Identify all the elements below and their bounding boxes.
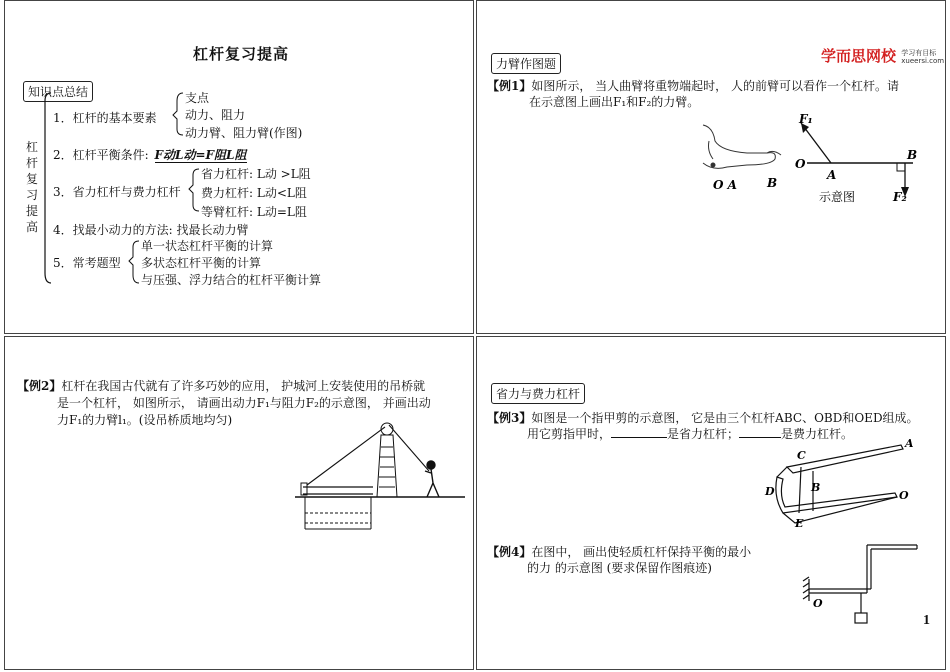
label-c: C [797, 449, 806, 462]
example-label: 【例3】 [487, 411, 532, 425]
brand-name: 学而思网校 [821, 47, 897, 65]
section-tag: 力臂作图题 [491, 53, 561, 74]
item-label: 2．杠杆平衡条件: [53, 148, 149, 162]
sub-item: 多状态杠杆平衡的计算 [141, 256, 262, 270]
label-o: O [795, 157, 806, 171]
arm-sketch [703, 125, 781, 168]
text-part: 是省力杠杆； [667, 427, 740, 441]
balance-formula: F动L动=F阻L阻 [154, 148, 247, 162]
item-balance-condition [53, 146, 247, 163]
example-line: 在图中， 画出使轻质杠杆保持平衡的最小 [531, 545, 752, 559]
item-basic-elements: 1．杠杆的基本要素 [53, 111, 157, 125]
sub-item: 单一状态杠杆平衡的计算 [141, 239, 274, 253]
section-tag: 知识点总结 [23, 81, 93, 102]
item-question-types: 5．常考题型 [53, 256, 121, 270]
example-label: 【例1】 [487, 79, 532, 93]
sub-item: 与压强、浮力结合的杠杆平衡计算 [141, 273, 322, 287]
slide-drawbridge [4, 336, 474, 670]
vertical-label: 杠杆复习提高 [25, 140, 38, 234]
label-b: B [811, 481, 821, 494]
sub-item: 支点 [185, 91, 210, 105]
item-min-force: 4．找最小动力的方法: 找最长动力臂 [53, 223, 249, 237]
label-a: A [827, 168, 837, 182]
slide-title: 杠杆复习提高 [193, 45, 290, 63]
text-part: 用它剪指甲时， [527, 427, 612, 441]
bent-lever-diagram [477, 337, 946, 670]
label-b-arm: B [767, 176, 778, 190]
label-o: O [899, 489, 909, 502]
sub-item: 省力杠杆: L动 >L阻 [201, 167, 311, 181]
item-lever-types: 3．省力杠杆与费力杠杆 [53, 185, 181, 199]
person [425, 461, 439, 497]
slide-lever-arm-drawing [476, 0, 946, 334]
example-line: 如图所示， 当人曲臂将重物端起时， 人的前臂可以看作一个杠杆。请 [531, 79, 899, 93]
example-line: 如图是一个指甲剪的示意图， 它是由三个杠杆ABC、OBD和OED组成。 [531, 411, 919, 425]
label-oa: O A [713, 178, 737, 192]
example-label: 【例2】 [17, 379, 62, 393]
sub-item: 等臂杠杆: L动=L阻 [201, 205, 307, 219]
sub-item: 费力杠杆: L动<L阻 [201, 186, 307, 200]
example-4-line2: 的力 的示意图 (要求保留作图痕迹) [527, 561, 712, 575]
label-e: E [795, 517, 804, 530]
example-1-line2: 在示意图上画出F₁和F₂的力臂。 [529, 95, 700, 109]
label-f2: F₂ [893, 190, 907, 204]
forearm-diagram [477, 1, 946, 334]
slide-knowledge-summary [4, 0, 474, 334]
label-o: O [813, 597, 823, 610]
label-a: A [905, 437, 914, 450]
slide-force-saving-levers [476, 336, 946, 670]
diagram-caption: 示意图 [819, 190, 856, 204]
example-2-line3: 力F₁的力臂l₁。(设吊桥质地均匀) [57, 413, 233, 427]
label-f1: F₁ [799, 112, 813, 126]
example-line: 杠杆在我国古代就有了许多巧妙的应用， 护城河上安装使用的吊桥就 [61, 379, 426, 393]
section-tag: 省力与费力杠杆 [491, 383, 585, 404]
label-d: D [765, 485, 775, 498]
page-number: 1 [923, 613, 930, 628]
lever-schematic [801, 123, 913, 197]
tower [377, 423, 397, 497]
brand-tagline: 学习有目标 xueersi.com [901, 48, 945, 65]
text-part: 是费力杠杆。 [781, 427, 854, 441]
sub-item: 动力、阻力 [185, 108, 246, 122]
example-2-line2: 是一个杠杆， 如图所示， 请画出动力F₁与阻力F₂的示意图， 并画出动 [57, 396, 431, 410]
label-b: B [907, 148, 918, 162]
drawbridge-diagram [5, 337, 474, 670]
sub-item: 动力臂、阻力臂(作图) [185, 126, 303, 140]
example-label: 【例4】 [487, 545, 532, 559]
